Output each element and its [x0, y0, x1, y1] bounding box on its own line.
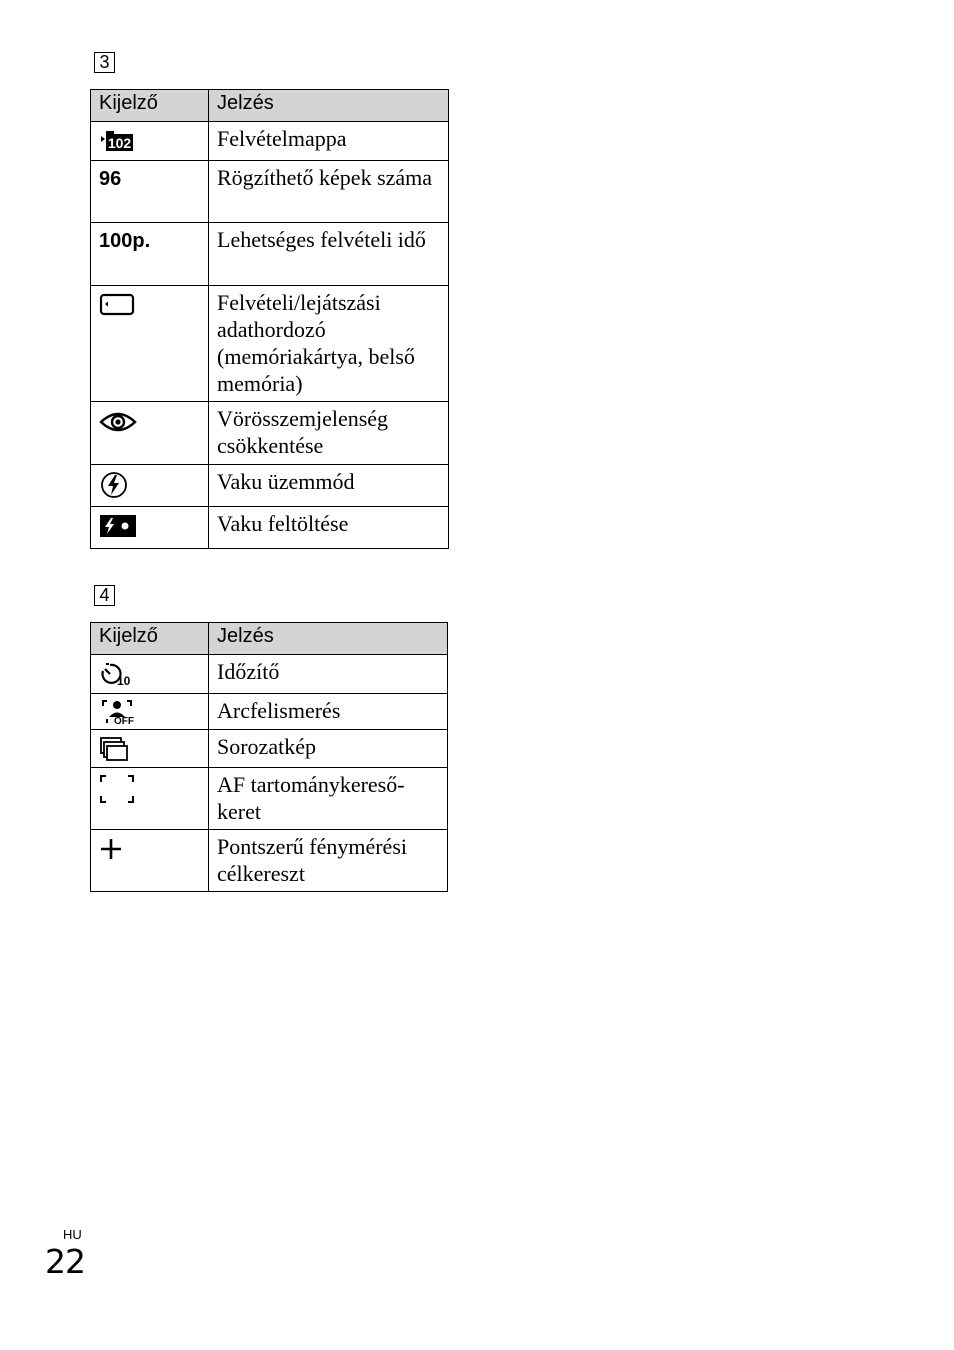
- row-description: Vaku üzemmód: [209, 465, 449, 507]
- row-description: Lehetséges felvételi idő: [209, 223, 449, 286]
- page-number: 22: [45, 1242, 85, 1281]
- table-row: [91, 830, 448, 892]
- row-description: Arcfelismerés: [209, 694, 448, 730]
- row-description: Sorozatkép: [209, 730, 448, 768]
- spot-metering-cross-icon: [99, 836, 208, 864]
- row-description: AF tartománykereső-keret: [209, 768, 448, 830]
- row-description: Vörösszemjelenség csökkentése: [209, 402, 449, 465]
- header-meaning: Jelzés: [209, 90, 449, 122]
- table-row: [91, 161, 449, 223]
- row-description: Vaku feltöltése: [209, 507, 449, 549]
- table-row: [91, 122, 449, 161]
- red-eye-icon: [99, 408, 208, 436]
- indicator-table-4: [90, 622, 448, 892]
- face-detection-off-icon: [99, 697, 208, 725]
- table-row: [91, 465, 449, 507]
- flash-charge-icon: [99, 513, 208, 539]
- burst-icon: [99, 736, 208, 762]
- table-row: [91, 223, 449, 286]
- flash-auto-icon: [99, 471, 208, 499]
- recording-time-value: 100p.: [99, 230, 151, 252]
- remaining-images-value: 96: [99, 168, 122, 190]
- table-row: [91, 286, 449, 402]
- table-header-row: [91, 623, 448, 655]
- af-frame-icon: [99, 774, 208, 804]
- header-display: Kijelző: [91, 90, 209, 122]
- table-header-row: [91, 90, 449, 122]
- memory-card-icon: [99, 292, 208, 316]
- table-row: [91, 768, 448, 830]
- table-row: [91, 730, 448, 768]
- table-row: [91, 402, 449, 465]
- self-timer-10-icon: [99, 661, 208, 687]
- face-off-label: OFF: [114, 716, 134, 725]
- row-description: Rögzíthető képek száma: [209, 161, 449, 223]
- row-description: Pontszerű fénymérési célkereszt: [209, 830, 448, 892]
- row-description: Időzítő: [209, 655, 448, 694]
- folder-number-label: 102: [107, 135, 132, 151]
- section-3-number: 3: [94, 52, 115, 73]
- row-description: Felvételi/lejátszási adathordozó (memóriakártya, belső memória): [209, 286, 449, 402]
- page-language: HU: [63, 1227, 82, 1242]
- indicator-table-3: [90, 89, 449, 549]
- header-display: Kijelző: [91, 623, 209, 655]
- section-4-number: 4: [94, 585, 115, 606]
- table-row: [91, 655, 448, 694]
- table-row: [91, 694, 448, 730]
- folder-102-icon: [99, 128, 208, 152]
- timer-number-label: 10: [117, 674, 131, 687]
- table-row: [91, 507, 449, 549]
- row-description: Felvételmappa: [209, 122, 449, 161]
- header-meaning: Jelzés: [209, 623, 448, 655]
